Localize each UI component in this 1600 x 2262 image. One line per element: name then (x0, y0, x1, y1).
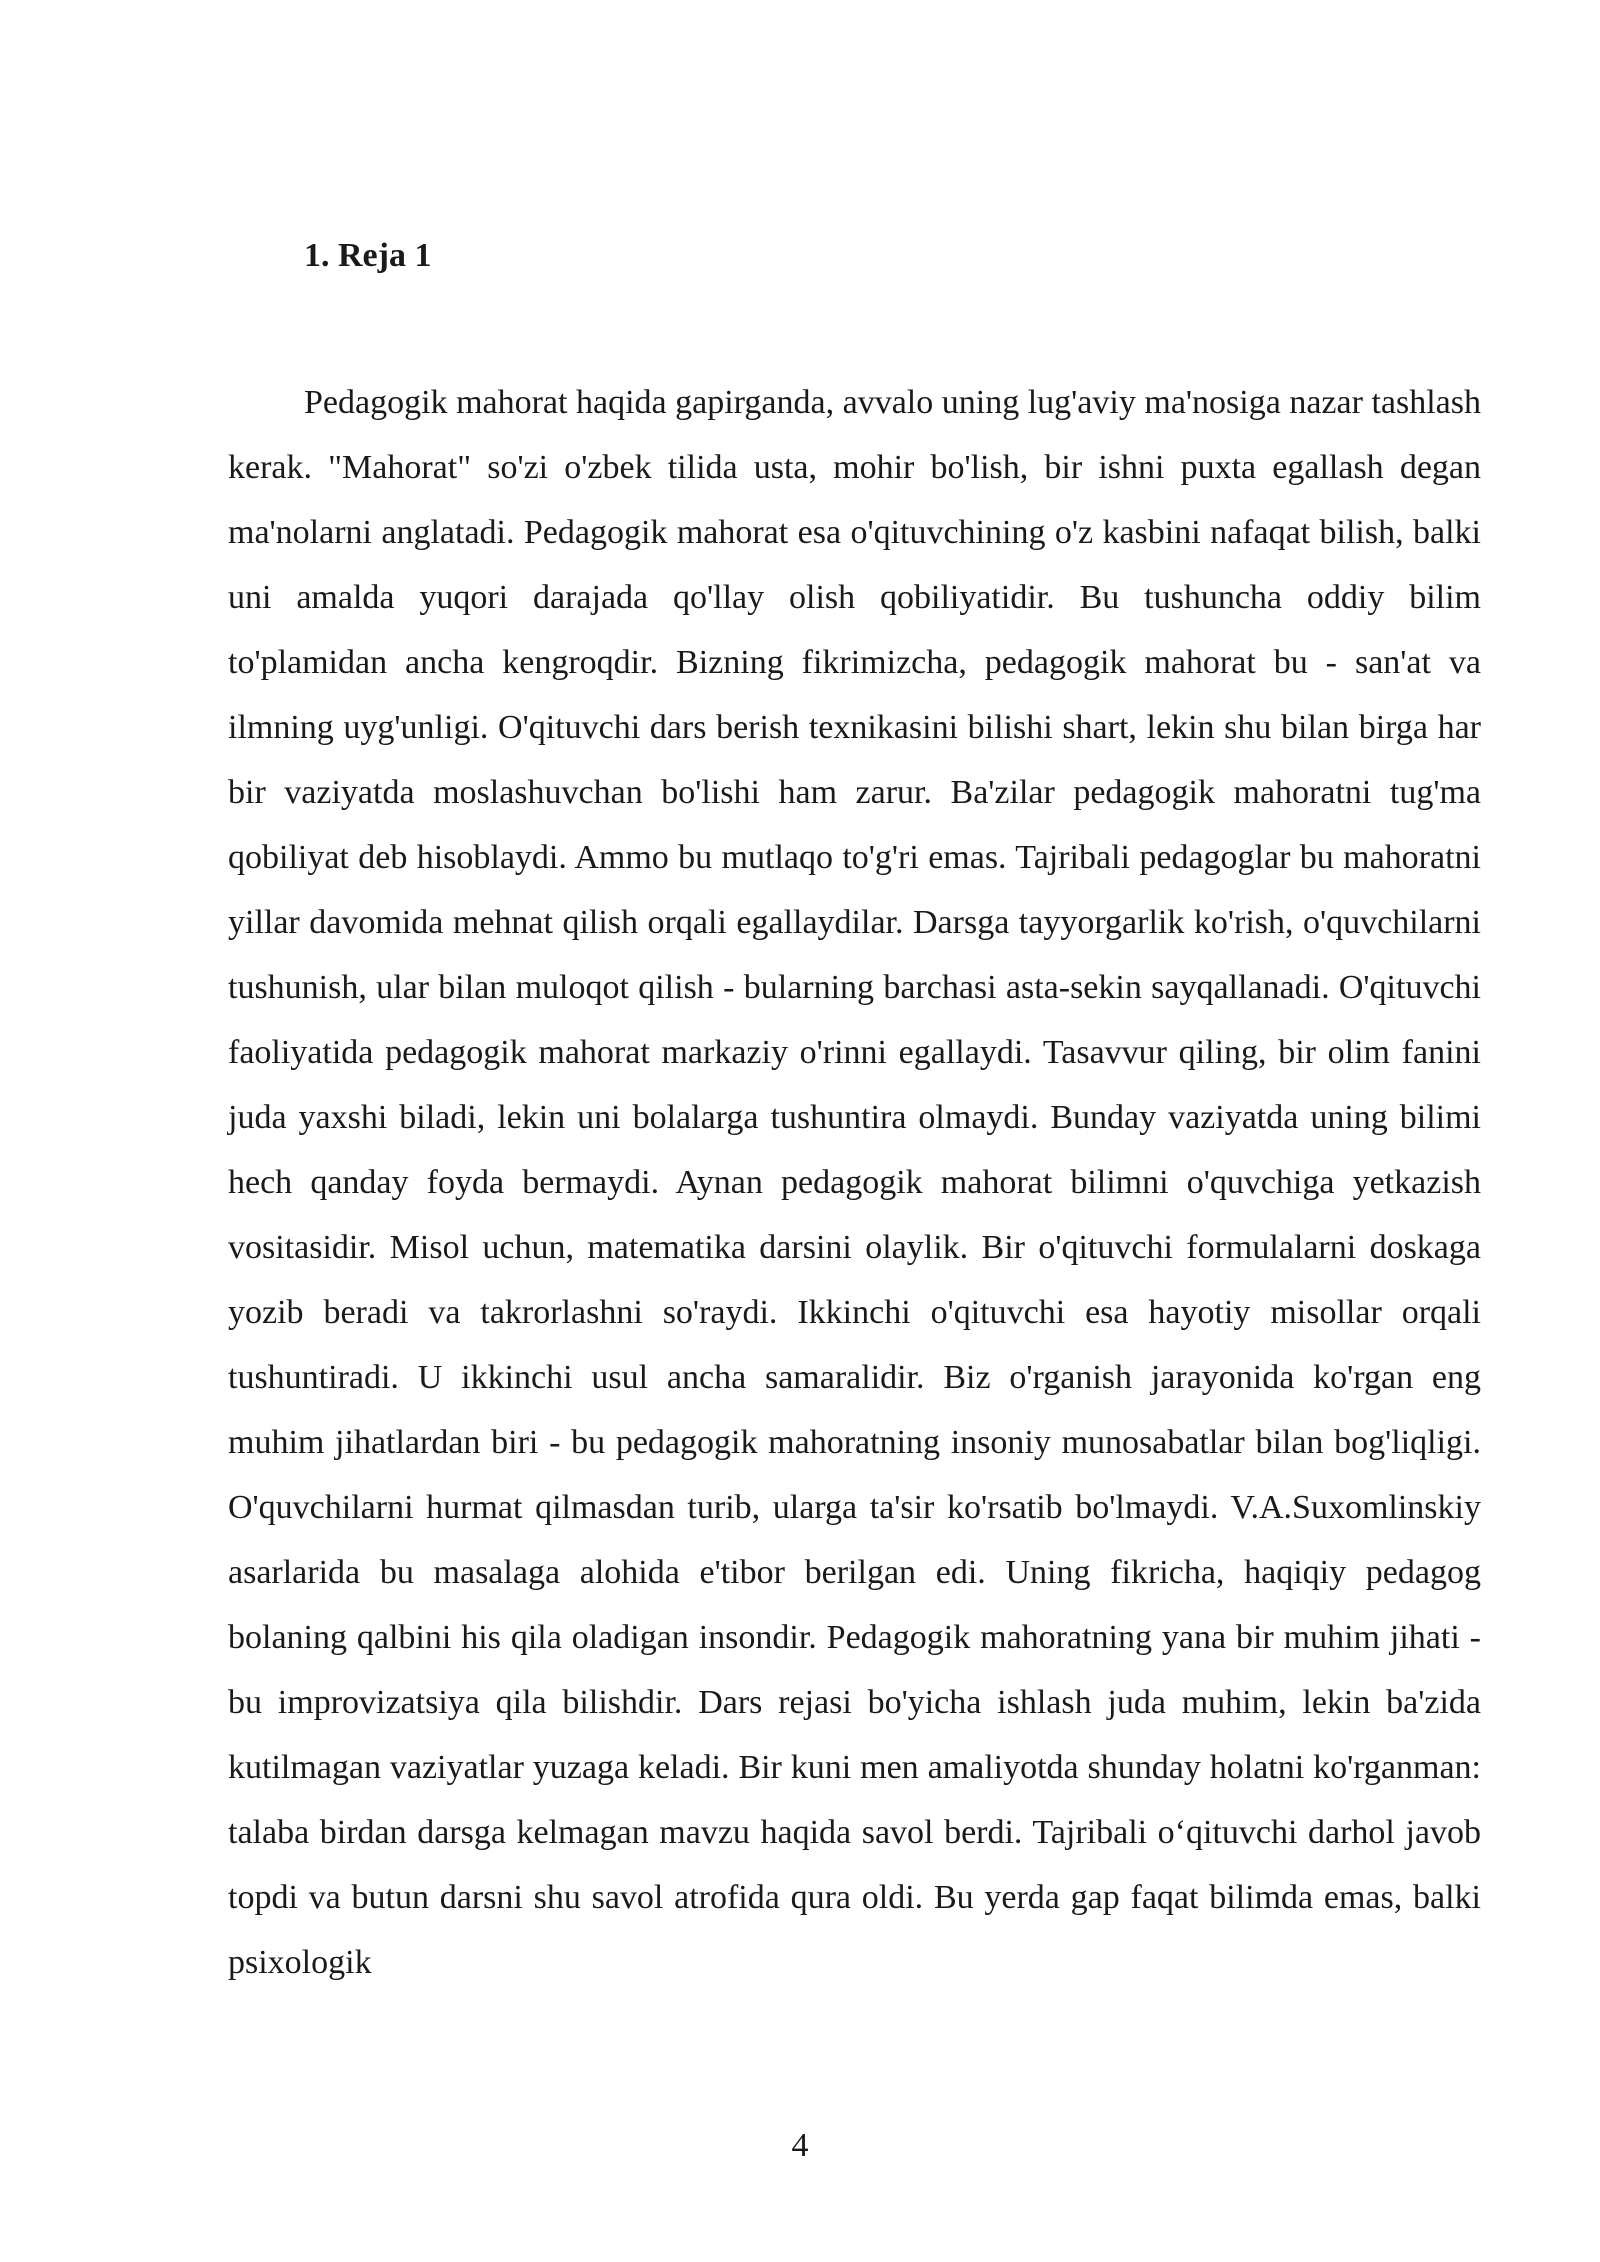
page-number: 4 (791, 2127, 809, 2164)
body-paragraph: Pedagogik mahorat haqida gapirganda, avvalo uning lug'aviy ma'nosiga nazar tashlash kerak. "Mahorat" so'zi o'zbek tilida usta, mohir bo'lish, bir ishni puxta egallash degan ma'nolarni anglatadi. Pedagogik mahorat esa o'qituvchining o'z kasbini nafaqat bilish, balki uni amalda yuqori darajada qo'llay olish qobiliyatidir. Bu tushuncha oddiy bilim to'plamidan ancha kengroqdir. Bizning fikrimizcha, pedagogik mahorat bu - san'at va ilmning uyg'unligi. O'qituvchi dars berish texnikasini bilishi shart, lekin shu bilan birga har bir vaziyatda moslashuvchan bo'lishi ham zarur. Ba'zilar pedagogik mahoratni tug'ma qobiliyat deb hisoblaydi. Ammo bu mutlaqo to'g'ri emas. Tajribali pedagoglar bu mahoratni yillar davomida mehnat qilish orqali egallaydilar. Darsga tayyorgarlik ko'rish, o'quvchilarni tushunish, ular bilan muloqot qilish - bularning barchasi asta-sekin sayqallanadi. O'qituvchi faoliyatida pedagogik mahorat markaziy o'rinni egallaydi. Tasavvur qiling, bir olim fanini juda yaxshi biladi, lekin uni bolalarga tushuntira olmaydi. Bunday vaziyatda uning bilimi hech qanday foyda bermaydi. Aynan pedagogik mahorat bilimni o'quvchiga yetkazish vositasidir. Misol uchun, matematika darsini olaylik. Bir o'qituvchi formulalarni doskaga yozib beradi va takrorlashni so'raydi. Ikkinchi o'qituvchi esa hayotiy misollar orqali tushuntiradi. U ikkinchi usul ancha samaralidir. Biz o'rganish jarayonida ko'rgan eng muhim jihatlardan biri - bu pedagogik mahoratning insoniy munosabatlar bilan bog'liqligi. O'quvchilarni hurmat qilmasdan turib, ularga ta'sir ko'rsatib bo'lmaydi. V.A.Suxomlinskiy asarlarida bu masalaga alohida e'tibor berilgan edi. Uning fikricha, haqiqiy pedagog bolaning qalbini his qila oladigan insondir. Pedagogik mahoratning yana bir muhim jihati - bu improvizatsiya qila bilishdir. Dars rejasi bo'yicha ishlash juda muhim, lekin ba'zida kutilmagan vaziyatlar yuzaga keladi. Bir kuni men amaliyotda shunday holatni ko'rganman: talaba birdan darsga kelmagan mavzu haqida savol berdi. Tajribali o‘qituvchi darhol javob topdi va butun darsni shu savol atrofida qura oldi. Bu yerda gap faqat bilimda emas, balki psixologik (228, 384, 1481, 1981)
section-heading: 1. Reja 1 (304, 237, 432, 274)
